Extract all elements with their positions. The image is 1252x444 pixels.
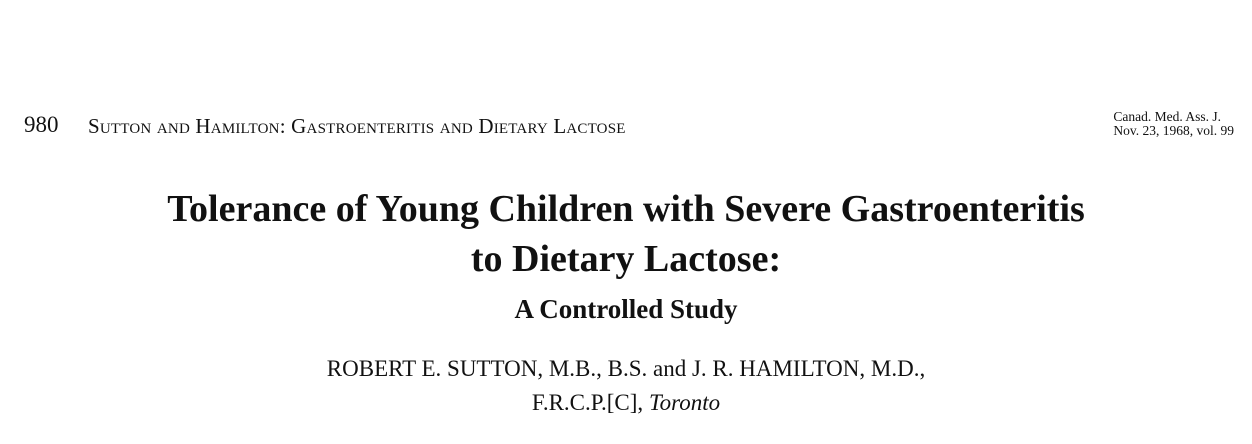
article-title: [0, 184, 1252, 284]
author-credentials: F.R.C.P.[C],: [531, 390, 649, 415]
article-subtitle: A Controlled Study: [514, 294, 738, 324]
running-header: [24, 110, 1234, 154]
authors-line-1: ROBERT E. SUTTON, M.B., B.S. and J. R. HAMILTON, M.D.,: [326, 356, 926, 381]
author-block: [0, 352, 1252, 420]
running-title: Sutton and Hamilton: Gastroenteritis and Dietary Lactose: [88, 114, 626, 138]
journal-citation: [1113, 110, 1234, 138]
authors-line-2: [0, 386, 1252, 420]
page-number: 980: [24, 112, 59, 137]
journal-citation-line-1: Canad. Med. Ass. J.: [1113, 109, 1221, 124]
article-title-line-2: to Dietary Lactose:: [470, 238, 782, 280]
journal-citation-line-2: Nov. 23, 1968, vol. 99: [1113, 123, 1234, 138]
author-location: Toronto: [648, 390, 721, 415]
article-title-line-1: Tolerance of Young Children with Severe Gastroenteritis: [167, 188, 1085, 230]
